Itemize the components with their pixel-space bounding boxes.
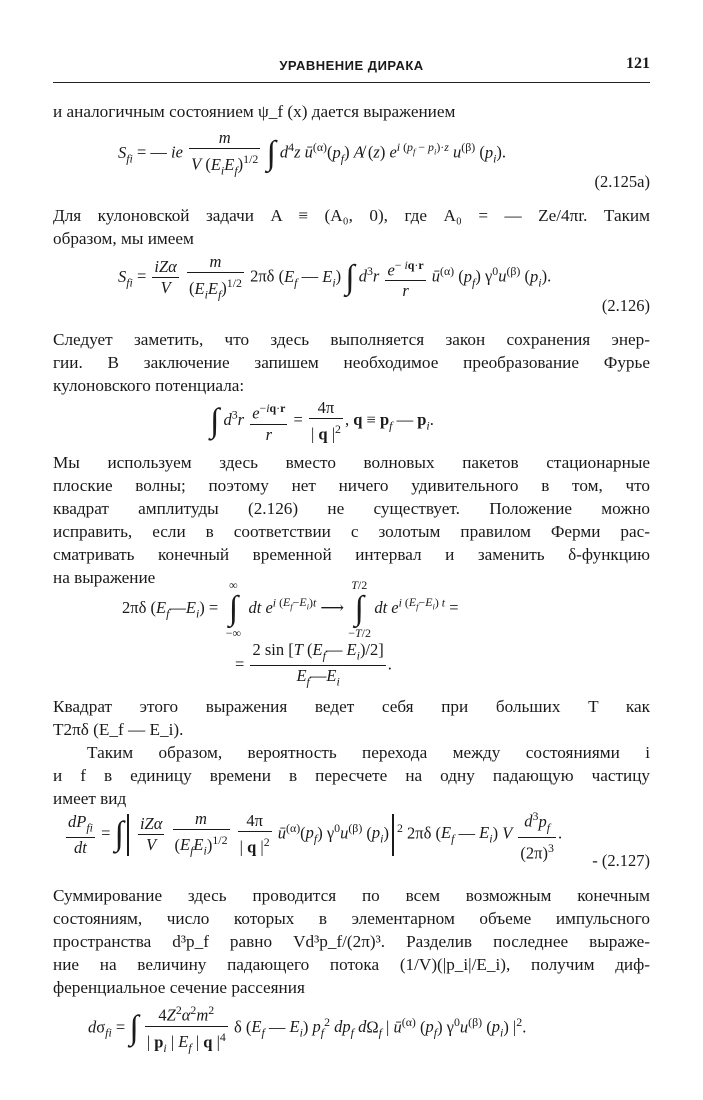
equation-cross-section: $d\sigma_{fi}$ = ∫ $\frac{4Z^2\alpha^2m^2}{| p_i | E_f | q |^4}$ δ ($E_f$ — $E_i$) $p_f^2$ $dp_f$ $d\Omega_f$ | $ū^{(\alpha)}$ $(p_f)$ $\gamma^0u^{(\beta)}$ $(p_i)$ $|^2$. — [88, 1000, 526, 1057]
text-line: ние на величину падающего потока (1/V)(|p_i|/E_i), получим диф- — [53, 955, 650, 974]
equation-fourier-coulomb: ∫ $d^3r$ $\frac{e^{-iq\cdot r}}{r}$ = $\frac{4\pi}{| q |^2}$ , $q \equiv p_f$ — $p_i$. — [210, 398, 434, 444]
equation-number: (2.126) — [601, 296, 650, 315]
running-header — [53, 52, 650, 83]
text-line: сматривать конечный временной интервал и заменить δ-функцию — [53, 545, 650, 564]
equation-number: - (2.127) — [592, 851, 650, 870]
equation-delta-result: = $\frac{2 \sin [T (E_f— E_i)/2]}{E_f—E_i}$ . — [235, 640, 392, 692]
running-title: УРАВНЕНИЕ ДИРАКА — [279, 58, 424, 73]
text-line: состояниям, число которых в элементарном объеме импульсного — [53, 909, 650, 928]
text-line: имеет вид — [53, 789, 127, 808]
text-line: пространства d³p_f равно Vd³p_f/(2π)³. Разделив последнее выраже- — [53, 932, 650, 951]
text-line: Следует заметить, что здесь выполняется закон сохранения энер- — [53, 330, 650, 349]
page-number: 121 — [626, 55, 650, 72]
equation-2-125a: $S_{fi}$ = — ie $\frac{m}{V (E_iE_f)^{1/2}}$ ∫ $d^4z$ $ū^{(\alpha)}(p_f)$ A̸ (z) $e^{i (p_f - p_i)\cdot z}$ $u^{(\beta)}$ $(p_i)$. — [118, 128, 506, 180]
text-line: Для кулоновской задачи A ≡ (A₀, 0), где A₀ = — Ze/4πr. Таким — [53, 206, 650, 225]
text-line: исправить, если в соответствии с золотым правилом Ферми рас- — [53, 522, 650, 541]
text-line: гии. В заключение запишем необходимое преобразование Фурье — [53, 353, 650, 372]
equation-delta-function: 2πδ $(E_f—E_i)$ = ∞ ∫ −∞ dt $e^{i (E_f-E_i)t}$ ⟶ T/2 ∫ −T/2 dt $e^{i (E_f-E_i) t}$ = — [122, 578, 459, 640]
equation-2-126: $S_{fi}$ = $\frac{\text{iZα}}{V}$ $\frac{m}{(E_iE_f)^{1/2}}$ 2πδ ($E_f$ — $E_i$) ∫ $d^3r$ $\frac{e^{- iq\cdot r}}{r}$ $ū^{(\alpha)}$ $(p_f)$ $\gamma^0u^{(\beta)}$ $(p_i)$. — [118, 252, 551, 304]
text-line: Суммирование здесь проводится по всем возможным конечным — [53, 886, 650, 905]
text-line: на выражение — [53, 568, 156, 587]
text-line: T2πδ (E_f — E_i). — [53, 720, 184, 739]
equation-number: (2.125а) — [594, 172, 650, 191]
text-line: кулоновского потенциала: — [53, 376, 245, 395]
text-line: ференциальное сечение рассеяния — [53, 978, 305, 997]
text-line: Мы используем здесь вместо волновых пакетов стационарные — [53, 453, 650, 472]
text-line: образом, мы имеем — [53, 229, 194, 248]
text-line: и f в единицу времени в пересчете на одну падающую частицу — [53, 766, 650, 785]
text-line: и аналогичным состоянием ψ_f (x) дается выражением — [53, 102, 456, 121]
equation-2-127: $\frac{dP_{fi}}{dt}$ = ∫ $\frac{\text{iZα}}{V}$ $\frac{m}{(E_fE_i)^{1/2}}$ $\frac{4\pi}{| q |^2}$ $ū^{(\alpha)}(p_f)$ $\gamma^0u^{(\beta)}$ $(p_i)$ $^2$ 2πδ ($E_f$ — $E_i$) V $\frac{d^3p_f}{(2\pi)^3}$ . — [68, 808, 563, 863]
text-line: Таким образом, вероятность перехода между состояниями i — [87, 743, 650, 762]
text-line: плоские волны; поэтому нет ничего удивительного в том, что — [53, 476, 650, 495]
text-line: квадрат амплитуды (2.126) не существует. Положение можно — [53, 499, 650, 518]
text-line: Квадрат этого выражения ведет себя при больших T как — [53, 697, 650, 716]
